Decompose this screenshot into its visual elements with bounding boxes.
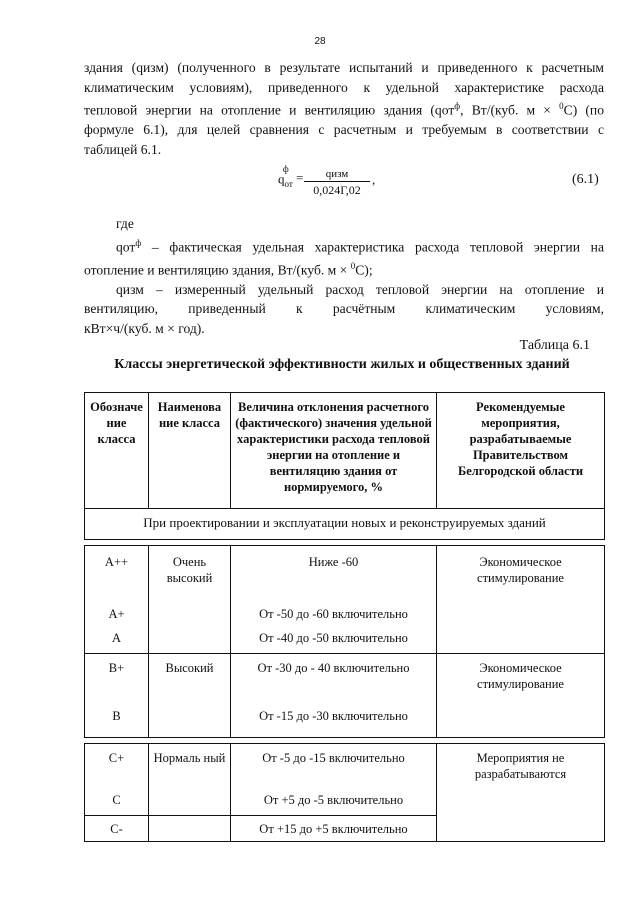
table-row — [85, 654, 605, 696]
class-code: B — [85, 696, 149, 738]
intro-line: здания (qизм) (полученного в результате испытаний и приведенного к расчетным — [84, 60, 604, 75]
definition-1: qот$^ф$ – фактическая удельная характеристика расхода тепловой энергии на — [116, 237, 604, 255]
intro-line: климатическим условиям), приведенного к удельной характеристике расхода — [84, 79, 604, 95]
deviation-range: От +5 до -5 включительно — [231, 786, 437, 816]
definitions — [84, 214, 604, 338]
formula: $q_{от}^ф$ = qизм 0,024Г,02 , — [278, 164, 376, 197]
deviation-range: От -30 до - 40 включительно — [231, 654, 437, 696]
class-code: C — [85, 786, 149, 816]
deviation-range: От +15 до +5 включительно — [231, 816, 437, 842]
efficiency-classes-table — [84, 392, 605, 842]
class-name: Очень высокий — [149, 546, 231, 654]
class-code: B+ — [85, 654, 149, 696]
measure: Мероприятия не разрабатываются — [437, 744, 605, 842]
header-class-code: Обозначе ние класса — [85, 393, 149, 509]
deviation-range: Ниже -60 — [231, 546, 437, 604]
table-header-row — [85, 393, 605, 509]
definition-2-cont: вентиляцию, приведенный к расчётным климатическим условиям, — [84, 301, 604, 317]
class-code: A++ — [85, 546, 149, 604]
formula-numerator: qизм — [304, 168, 370, 182]
deviation-range: От -5 до -15 включительно — [231, 744, 437, 786]
table-title: Классы энергетической эффективности жилых и общественных зданий — [114, 357, 570, 372]
where-label: где — [116, 216, 134, 231]
formula-number: (6.1) — [572, 172, 599, 187]
definition-2-cont: кВт×ч/(куб. м × год). — [84, 320, 205, 336]
section-row — [85, 509, 605, 540]
deviation-range: От -40 до -50 включительно — [231, 628, 437, 654]
class-name: Высокий — [149, 654, 231, 738]
intro-paragraph — [84, 58, 604, 159]
header-class-name: Наименова ние класса — [149, 393, 231, 509]
header-measures: Рекомендуемые мероприятия, разрабатываемые Правительством Белгородской области — [437, 393, 605, 509]
table-caption: Таблица 6.1 — [519, 338, 590, 353]
definition-1-cont: отопление и вентиляцию здания, Вт/(куб. м × $^0$С); — [84, 260, 373, 278]
measure: Экономическое стимулирование — [437, 654, 605, 738]
class-code: C- — [85, 816, 149, 842]
class-name: Нормаль ный — [149, 744, 231, 816]
deviation-range: От -15 до -30 включительно — [231, 696, 437, 738]
table-row — [85, 546, 605, 604]
header-deviation: Величина отклонения расчетного (фактического) значения удельной характеристики расхода тепловой энергии на отопление и вентиляцию здания от нормируемого, % — [231, 393, 437, 509]
formula-fraction — [304, 168, 370, 198]
class-name-empty — [149, 816, 231, 842]
section-label: При проектировании и эксплуатации новых и реконструируемых зданий — [85, 509, 605, 540]
definition-2: qизм – измеренный удельный расход тепловой энергии на отопление и — [116, 281, 604, 297]
class-code: A — [85, 628, 149, 654]
intro-line: тепловой энергии на отопление и вентиляцию здания (qот$^ф$, Вт/(куб. м × $^0$С) (по — [84, 101, 604, 118]
measure: Экономическое стимулирование — [437, 546, 605, 654]
intro-line: формуле 6.1), для целей сравнения с расчетным и требуемым в соответствии с — [84, 122, 604, 138]
page-number: 28 — [314, 36, 326, 47]
table-row — [85, 744, 605, 786]
class-code: A+ — [85, 604, 149, 628]
class-code: C+ — [85, 744, 149, 786]
deviation-range: От -50 до -60 включительно — [231, 604, 437, 628]
intro-line: таблицей 6.1. — [84, 141, 162, 157]
formula-denominator: 0,024Г,02 — [313, 183, 361, 197]
